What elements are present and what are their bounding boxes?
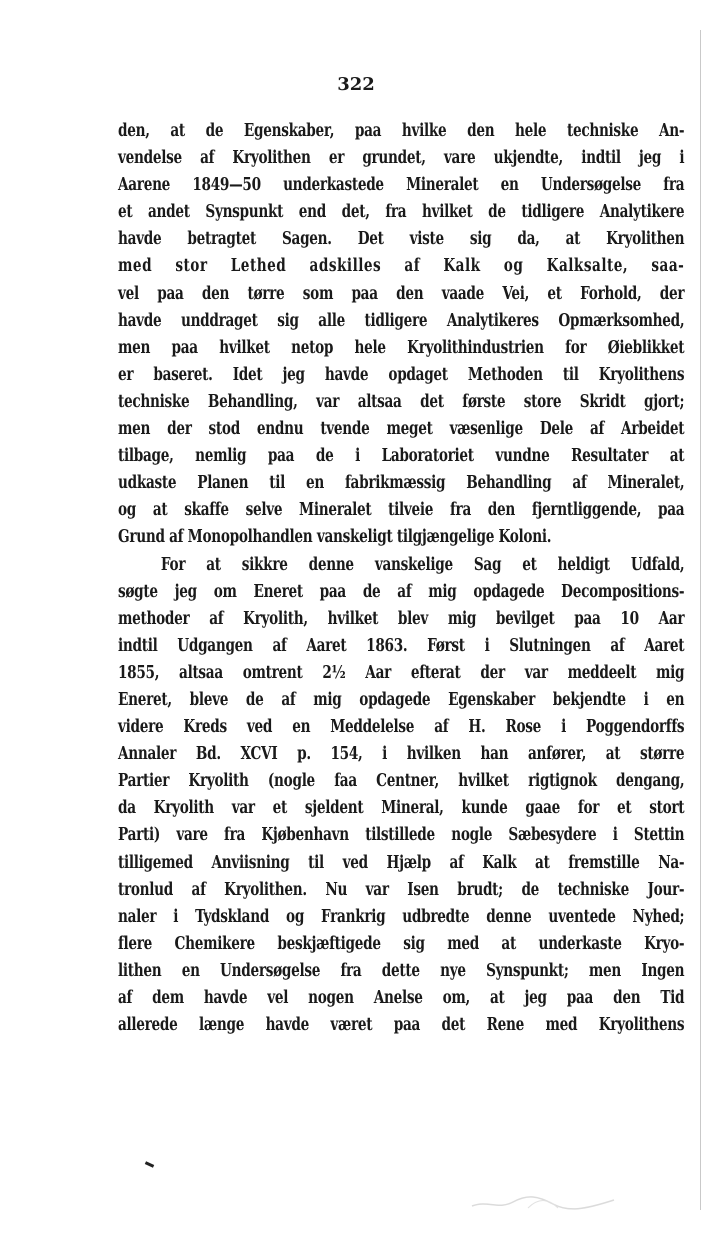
text-line: havde betragtet Sagen. Det viste sig da, at Kryolithen xyxy=(118,229,685,250)
text-line: og at skaffe selve Mineralet tilveie fra den fjerntliggende, paa xyxy=(118,500,685,521)
text-line: Eneret, bleve de af mig opdagede Egenskaber bekjendte i en xyxy=(118,689,685,710)
text-line: den, at de Egenskaber, paa hvilke den hele techniske An- xyxy=(118,121,685,141)
faded-watermark xyxy=(468,1190,618,1214)
text-line: af dem havde vel nogen Anelse om, at jeg paa den Tid xyxy=(118,988,685,1008)
text-line: er baseret. Idet jeg havde opdaget Methoden til Kryolithens xyxy=(118,364,685,385)
text-line: techniske Behandling, var altsaa det første store Skridt gjort; xyxy=(118,391,685,412)
text-line: søgte jeg om Eneret paa de af mig opdagede Decompositions- xyxy=(118,581,685,602)
page-number: 322 xyxy=(337,74,375,95)
text-line: vendelse af Kryolithen er grundet, vare ukjendte, indtil jeg i xyxy=(118,148,685,169)
ink-mark xyxy=(145,1161,154,1168)
text-line: tilbage, nemlig paa de i Laboratoriet vundne Resultater at xyxy=(118,446,685,467)
text-line: naler i Tydskland og Frankrig udbredte denne uventede Nyhed; xyxy=(118,906,685,927)
text-line: men der stod endnu tvende meget væsenlige Dele af Arbeidet xyxy=(118,419,685,440)
text-line: methoder af Kryolith, hvilket blev mig bevilget paa 10 Aar xyxy=(118,608,685,629)
text-line: Grund af Monopolhandlen vanskeligt tilgjængelige Koloni. xyxy=(118,527,552,548)
text-line: 1855, altsaa omtrent 2½ Aar efterat der var meddeelt mig xyxy=(118,662,685,683)
text-line: Parti) vare fra Kjøbenhavn tilstillede nogle Sæbesydere i Stettin xyxy=(118,825,685,846)
text-line: indtil Udgangen af Aaret 1863. Først i Slutningen af Aaret xyxy=(118,635,685,656)
text-line: lithen en Undersøgelse fra dette nye Synspunkt; men Ingen xyxy=(118,960,685,981)
text-line: flere Chemikere beskjæftigede sig med at underkaste Kryo- xyxy=(118,933,685,954)
text-line: med stor Lethed adskilles af Kalk og Kalksalte, saa- xyxy=(118,256,685,277)
text-line: men paa hvilket netop hele Kryolithindustrien for Øieblikket xyxy=(118,337,685,358)
text-line: tilligemed Anviisning til ved Hjælp af Kalk at fremstille Na- xyxy=(118,852,685,873)
text-line: udkaste Planen til en fabrikmæssig Behandling af Mineralet, xyxy=(118,473,685,494)
paragraph-first-line: For at sikkre denne vanskelige Sag et heldigt Udfald, xyxy=(160,554,685,575)
text-line: videre Kreds ved en Meddelelse af H. Rose i Poggendorffs xyxy=(118,717,685,738)
text-line: havde unddraget sig alle tidligere Analytikeres Opmærksomhed, xyxy=(118,310,685,331)
text-line: Annaler Bd. XCVI p. 154, i hvilken han anfører, at større xyxy=(118,744,685,765)
body-text xyxy=(118,118,684,1039)
text-line: Aarene 1849—50 underkastede Mineralet en Undersøgelse fra xyxy=(118,175,685,196)
text-line: et andet Synspunkt end det, fra hvilket de tidligere Analytikere xyxy=(118,202,685,223)
page-edge-line xyxy=(700,30,701,1210)
text-line: da Kryolith var et sjeldent Mineral, kunde gaae for et stort xyxy=(118,798,685,819)
text-line: allerede længe havde været paa det Rene med Kryolithens xyxy=(118,1015,685,1036)
text-line: vel paa den tørre som paa den vaade Vei, et Forhold, der xyxy=(118,283,685,304)
text-line: Partier Kryolith (nogle faa Centner, hvilket rigtignok dengang, xyxy=(118,771,685,792)
text-line: tronlud af Kryolithen. Nu var Isen brudt; de techniske Jour- xyxy=(118,879,685,900)
